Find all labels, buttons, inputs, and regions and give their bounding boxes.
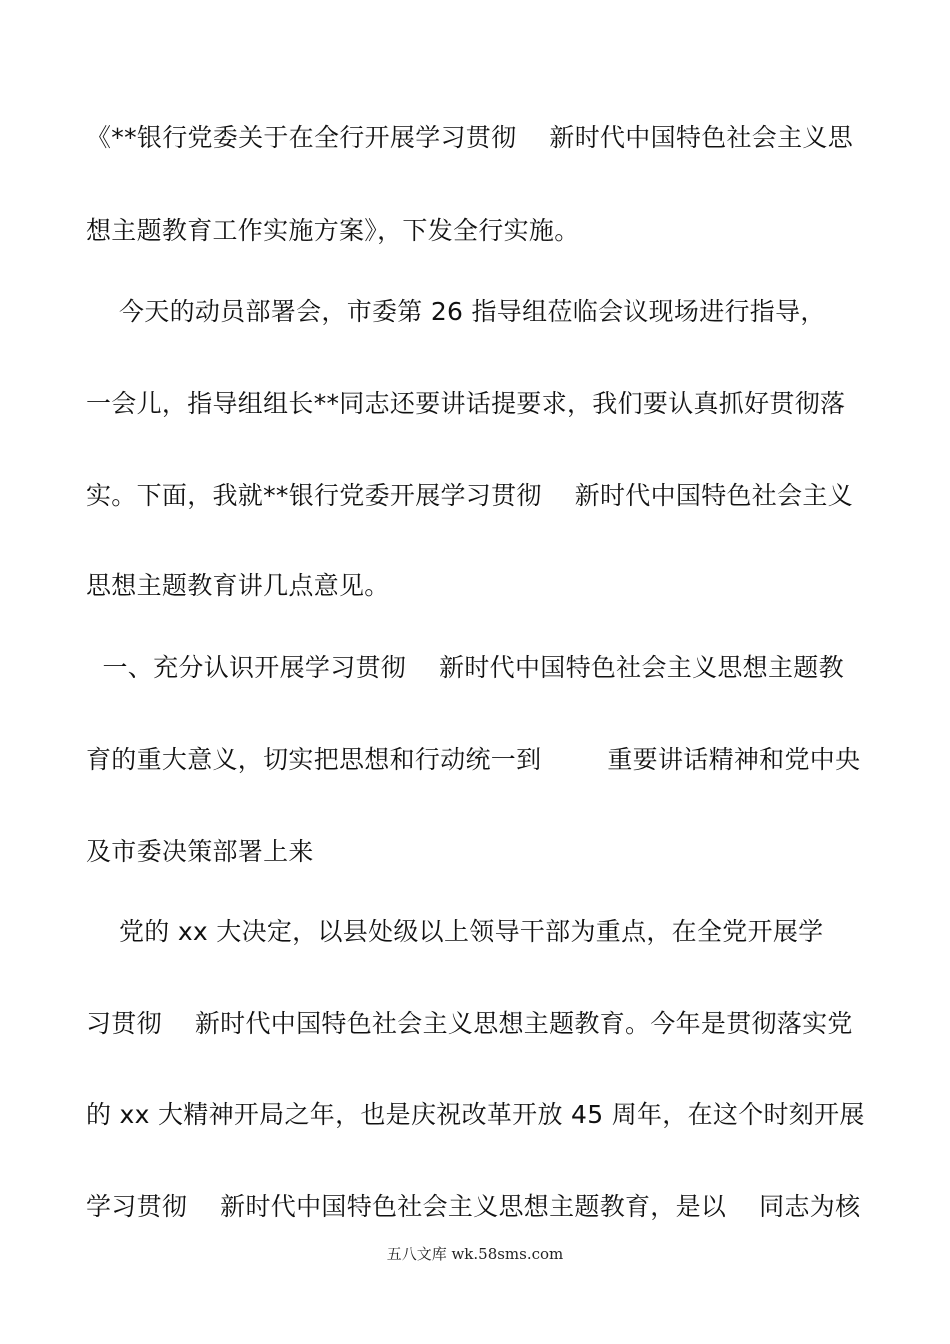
text-line-1: 《**银行党委关于在全行开展学习贯彻 新时代中国特色社会主义思 [86,123,853,152]
section-heading-line-2: 育的重大意义，切实把思想和行动统一到 重要讲话精神和党中央 [86,745,861,774]
text-line-11: 习贯彻 新时代中国特色社会主义思想主题教育。今年是贯彻落实党 [86,1009,853,1038]
section-heading-line-3: 及市委决策部署上来 [86,837,314,866]
text-line-2: 想主题教育工作实施方案》，下发全行实施。 [86,216,580,245]
text-line-10: 党的 xx 大决定，以县处级以上领导干部为重点，在全党开展学 [86,917,824,946]
text-line-4: 一会儿，指导组组长**同志还要讲话提要求，我们要认真抓好贯彻落 [86,389,846,418]
footer-watermark: 五八文库 wk.58sms.com [386,1245,564,1263]
text-line-13: 学习贯彻 新时代中国特色社会主义思想主题教育，是以 同志为核 [86,1192,861,1221]
text-line-12: 的 xx 大精神开局之年，也是庆祝改革开放 45 周年，在这个时刻开展 [86,1100,865,1129]
section-heading-line-1: 一、充分认识开展学习贯彻 新时代中国特色社会主义思想主题教 [86,653,844,682]
text-line-6: 思想主题教育讲几点意见。 [86,571,390,600]
text-line-5: 实。下面，我就**银行党委开展学习贯彻 新时代中国特色社会主义 [86,481,853,510]
text-line-3: 今天的动员部署会，市委第 26 指导组莅临会议现场进行指导， [86,297,826,326]
